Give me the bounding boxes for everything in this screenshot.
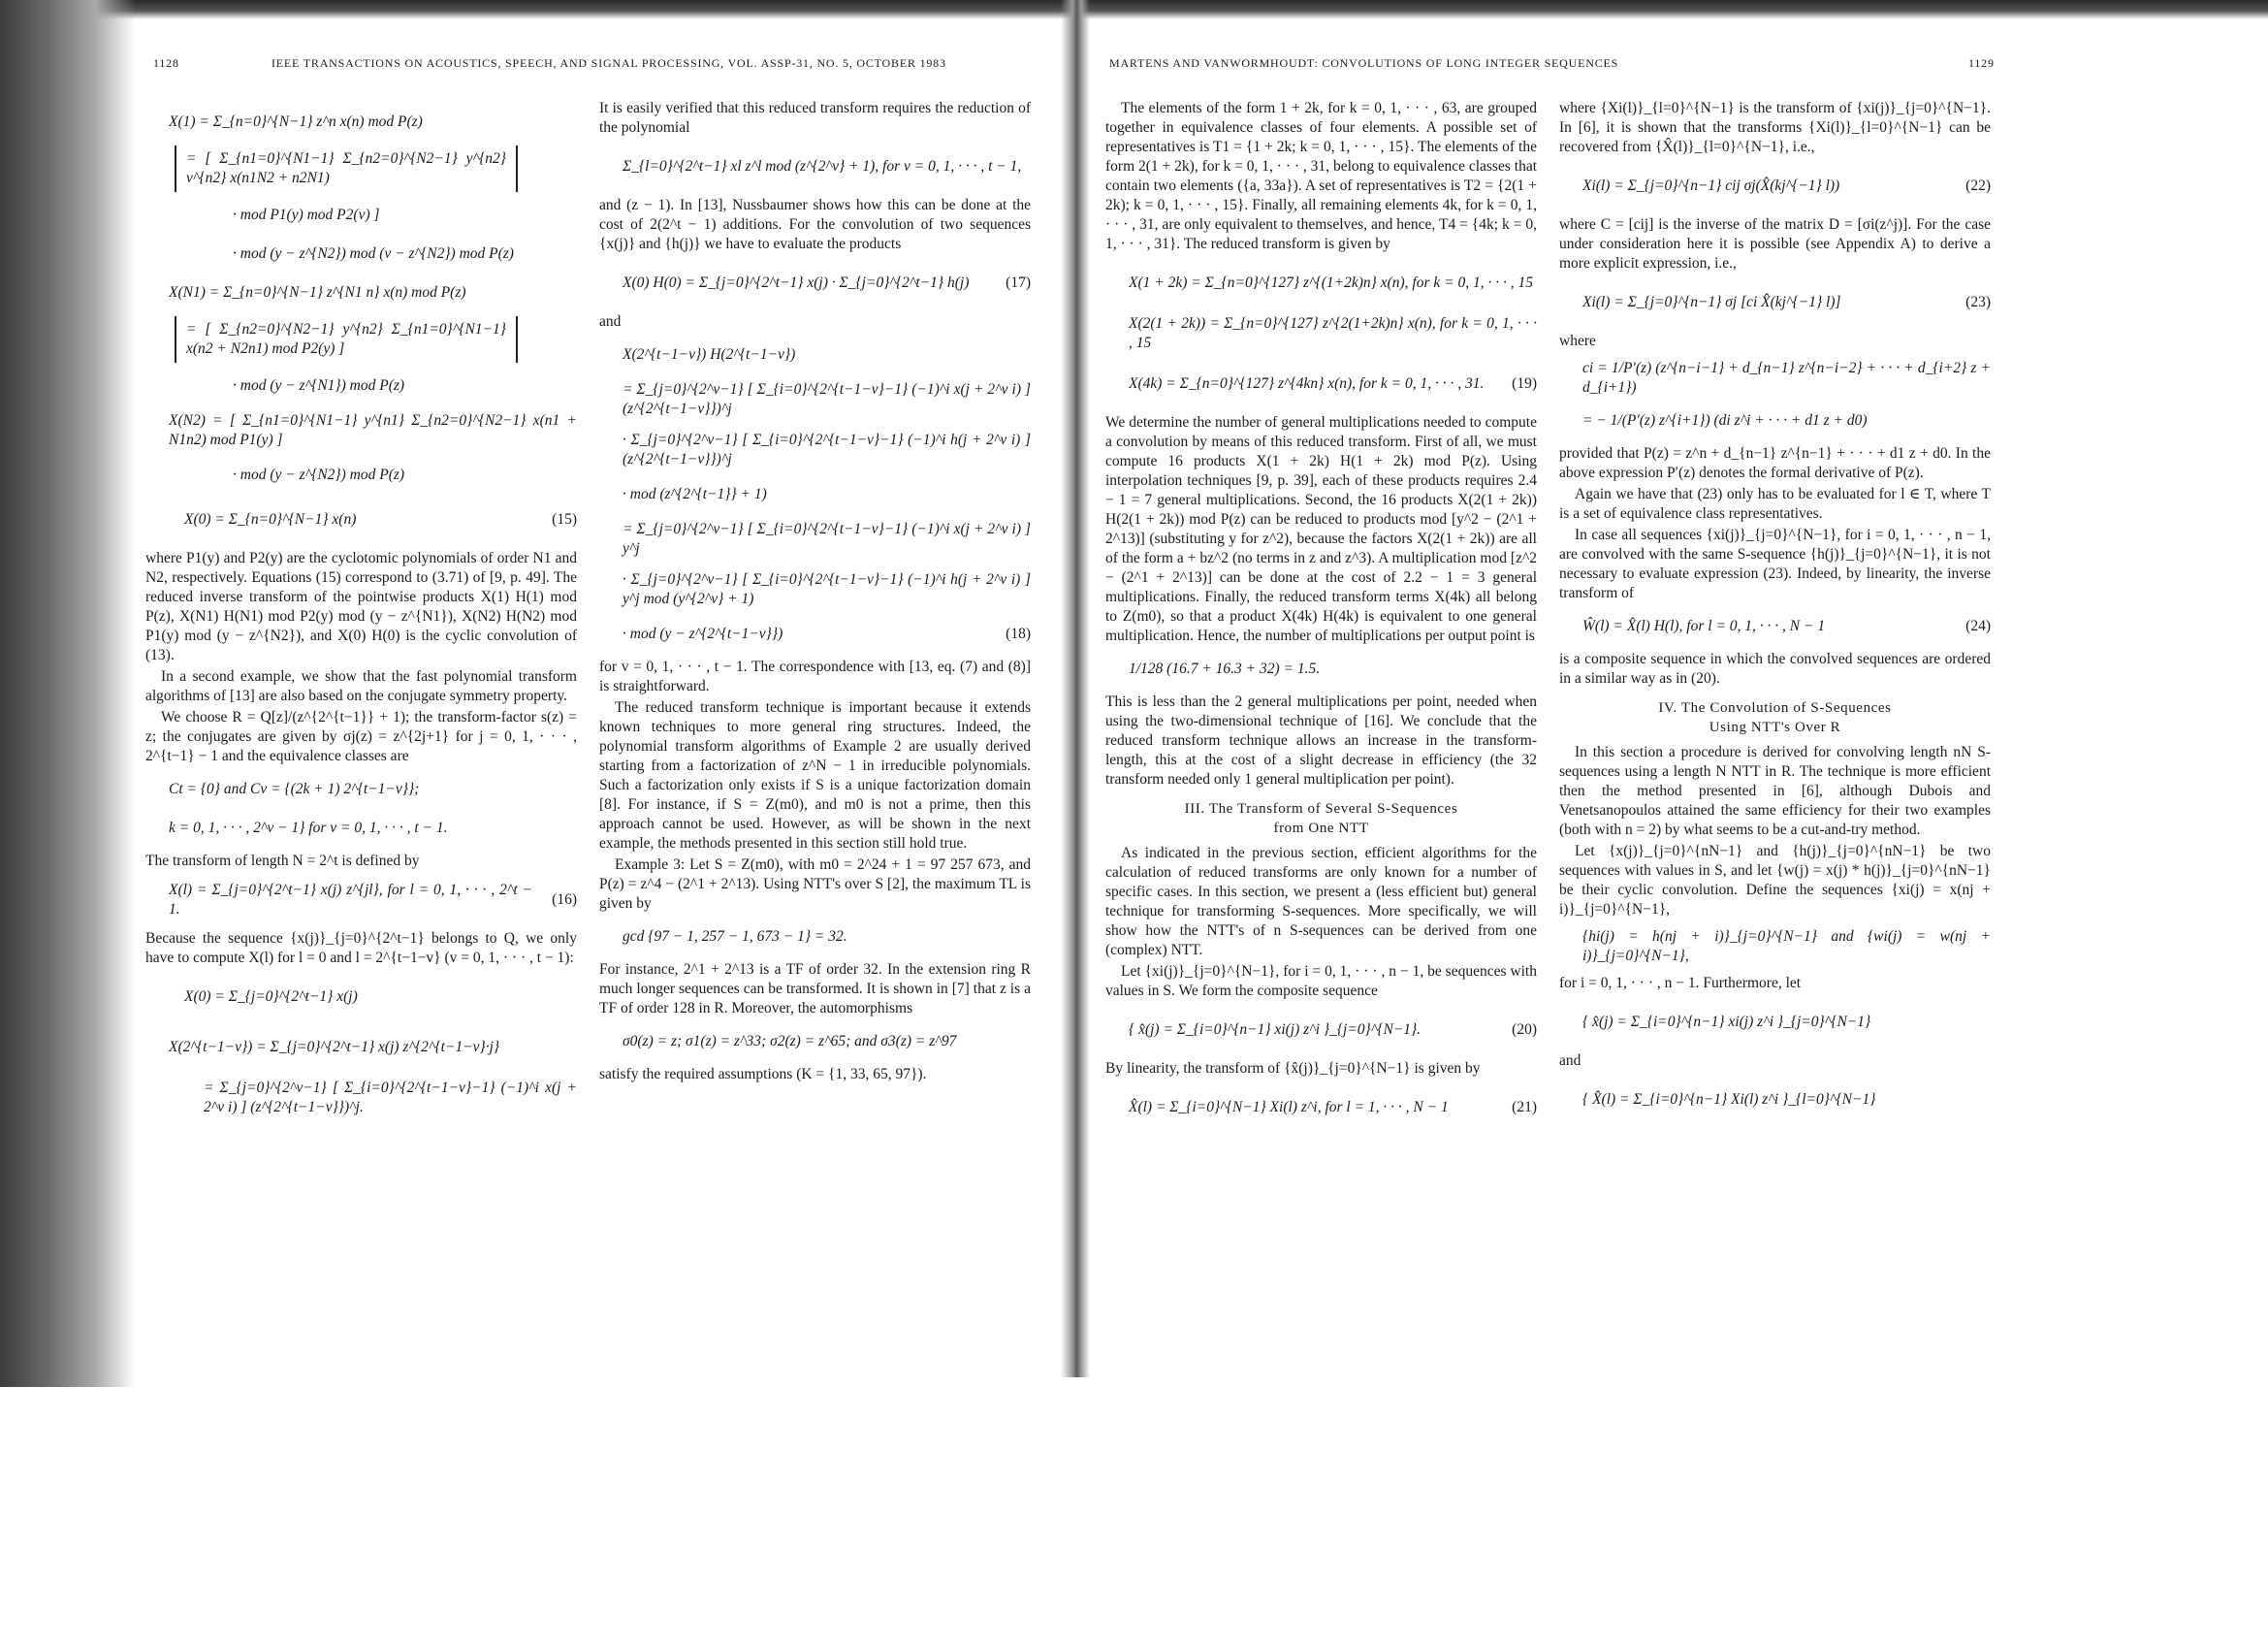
equation: · Σ_{j=0}^{2^v−1} [ Σ_{i=0}^{2^{t−1−v}−1} (−1)^i h(j + 2^v i) ] y^j mod (y^{2^v} + 1)	[623, 571, 1031, 607]
equation: X(2^{t−1−v}) H(2^{t−1−v})	[623, 346, 796, 363]
paragraph: where {Xi(l)}_{l=0}^{N−1} is the transform of {xi(j)}_{j=0}^{N−1}. In [6], it is shown that the transforms {Xi(l)}_{l=0}^{N−1} can be recovered from {X̂(l)}_{l=0}^{N−1}, i.e.,	[1559, 100, 1991, 155]
paragraph: is a composite sequence in which the convolved sequences are ordered in a similar way as in (20).	[1559, 651, 1991, 687]
equation-18: · mod (y − z^{2^{t−1−v}}) (18)	[623, 626, 1031, 642]
equation: = − 1/(P′(z) z^{i+1}) (di z^i + · · · + d1 z + d0)	[1582, 412, 1868, 429]
paragraph: For instance, 2^1 + 2^13 is a TF of order 32. In the extension ring R much longer sequences can be transformed. It is shown in [7] that z is a TF of order 128 in R. Moreover, the automorphisms	[599, 961, 1031, 1016]
right-column-1	[1105, 99, 1537, 1137]
equation: k = 0, 1, · · · , 2^v − 1} for v = 0, 1, · · · , t − 1.	[169, 820, 448, 836]
book-gutter	[1061, 0, 1090, 1377]
paragraph: In a second example, we show that the fast polynomial transform algorithms of [13] are also based on the conjugate symmetry property.	[145, 668, 577, 704]
equation: Σ_{l=0}^{2^t−1} xl z^l mod (z^{2^v} + 1), for v = 0, 1, · · · , t − 1,	[623, 158, 1022, 175]
paragraph: As indicated in the previous section, efficient algorithms for the calculation of reduced transforms are only known for a number of specific cases. In this section, we present a (less efficient but) general technique for transforming S-sequences. More specifically, we will show how the NTT's of n S-sequences can be derived from one (complex) NTT.	[1105, 845, 1537, 958]
paragraph: and	[599, 313, 622, 330]
equation: X(1) = Σ_{n=0}^{N−1} z^n x(n) mod P(z)	[169, 113, 423, 130]
equation: X(2(1 + 2k)) = Σ_{n=0}^{127} z^{2(1+2k)n} x(n), for k = 0, 1, · · · , 15	[1129, 315, 1537, 351]
equation: · mod P1(y) mod P2(v) ]	[233, 207, 380, 223]
paragraph: Again we have that (23) only has to be evaluated for l ∈ T, where T is a set of equivalence class representatives.	[1559, 486, 1991, 522]
right-running-title: MARTENS AND VANWORMHOUDT: CONVOLUTIONS OF LONG INTEGER SEQUENCES	[1109, 56, 1619, 70]
equation: · mod (y − z^{N2}) mod (v − z^{N2}) mod P(z)	[233, 245, 514, 262]
left-page	[145, 56, 1057, 1337]
left-running-title: IEEE TRANSACTIONS ON ACOUSTICS, SPEECH, AND SIGNAL PROCESSING, VOL. ASSP-31, NO. 5, OCTOBER 1983	[272, 56, 946, 70]
paragraph: In this section a procedure is derived for convolving length nN S-sequences using a length N NTT in R. The technique is more efficient then the method presented in [6], although Dubois and Venetsanopoulos attained the same efficiency for their two examples (both with n = 2) by what seems to be a cut-and-try method.	[1559, 744, 1991, 838]
section-heading-3: III. The Transform of Several S-Sequences from One NTT	[1184, 801, 1458, 836]
equation-15: X(0) = Σ_{n=0}^{N−1} x(n) (15)	[184, 511, 577, 528]
paragraph: We choose R = Q[z]/(z^{2^{t−1}} + 1); the transform-factor s(z) = z; the conjugates are given by σj(z) = z^{2j+1} for j = 0, 1, · · · , 2^{t−1} − 1 and the equivalence classes are	[145, 709, 577, 764]
paragraph: for v = 0, 1, · · · , t − 1. The correspondence with [13, eq. (7) and (8)] is straightforward.	[599, 659, 1031, 694]
paragraph: where C = [cij] is the inverse of the matrix D = [σi(z^j)]. For the case under consideration here it is possible (see Appendix A) to derive a more explicit expression, i.e.,	[1559, 216, 1991, 272]
equation-20: { x̂(j) = Σ_{i=0}^{n−1} xi(j) z^i }_{j=0}^{N−1}. (20)	[1129, 1021, 1537, 1038]
right-page	[1105, 56, 2017, 1337]
binding-shadow-left	[0, 0, 136, 1387]
equation: X(2^{t−1−v}) = Σ_{j=0}^{2^t−1} x(j) z^{2^{t−1−v}·j}	[169, 1039, 500, 1055]
equation: X(N2) = [ Σ_{n1=0}^{N1−1} y^{n1} Σ_{n2=0}^{N2−1} x(n1 + N1n2) mod P1(y) ]	[169, 412, 577, 448]
equation-19: X(4k) = Σ_{n=0}^{127} z^{4kn} x(n), for k = 0, 1, · · · , 31. (19)	[1129, 375, 1537, 392]
equation: { X̂(l) = Σ_{i=0}^{n−1} Xi(l) z^i }_{l=0}^{N−1}	[1582, 1091, 1876, 1108]
equation: = [ Σ_{n1=0}^{N1−1} Σ_{n2=0}^{N2−1} y^{n2} v^{n2} x(n1N2 + n2N1)	[145, 145, 577, 192]
equation: · mod (y − z^{N2}) mod P(z)	[233, 467, 405, 483]
paragraph: and	[1559, 1052, 1581, 1069]
paragraph: Let {x(j)}_{j=0}^{nN−1} and {h(j)}_{j=0}^{nN−1} be two sequences with values in S, and let {w(j) = x(j) * h(j)}_{j=0}^{nN−1} be their cyclic convolution. Define the sequences {xi(j) = x(nj + i)}_{j=0}^{N−1},	[1559, 843, 1991, 918]
equation: {hi(j) = h(nj + i)}_{j=0}^{N−1} and {wi(j) = w(nj + i)}_{j=0}^{N−1},	[1582, 928, 1991, 964]
paragraph: Because the sequence {x(j)}_{j=0}^{2^t−1} belongs to Q, we only have to compute X(l) for l = 0 and l = 2^{t−1−v} (v = 0, 1, · · · , t − 1):	[145, 930, 577, 966]
paragraph: In case all sequences {xi(j)}_{j=0}^{N−1}, for i = 0, 1, · · · , n − 1, are convolved with the same S-sequence {h(j)}_{j=0}^{N−1}, it is not necessary to evaluate expression (23). Indeed, by linearity, the inverse transform of	[1559, 527, 1991, 601]
paragraph: This is less than the 2 general multiplications per point, needed when using the two-dimensional technique of [16]. We conclude that the reduced transform technique allows an increase in the transform-length, this at the cost of a slight decrease in efficiency (the 32 transform needed only 1 general multiplication per point).	[1105, 693, 1537, 788]
paragraph: We determine the number of general multiplications needed to compute a convolution by means of this reduced transform. First of all, we must compute 16 products X(1 + 2k) H(1 + 2k) mod P(z). Using interpolation techniques [9, p. 39], each of these products requires 2.4 − 1 = 7 general multiplications. Second, the 16 products X(2(1 + 2k)) H(2(1 + 2k)) mod P(z) can be reduced to products mod [y^2 − (2^1 + 2^13)] (substituting y for z^2), because the factors X(2(1 + 2k)) are all of the form a + bz^2 (no terms in z and z^3). A multiplication mod [z^2 − (2^1 + 2^13)] can be done at the cost of 2.2 − 1 = 3 general multiplications. Finally, the reduced transform terms X(4k) all belong to Z(m0), so that a product X(4k) H(4k) is equivalent to one general multiplication. Hence, the number of multiplications per output point is	[1105, 414, 1537, 644]
left-column-1	[145, 99, 577, 1127]
paragraph: satisfy the required assumptions (K = {1, 33, 65, 97}).	[599, 1066, 927, 1082]
right-running-head	[1105, 56, 2017, 74]
equation: X(0) = Σ_{j=0}^{2^t−1} x(j)	[184, 988, 358, 1005]
left-page-number: 1128	[153, 56, 179, 70]
paragraph: and (z − 1). In [13], Nussbaumer shows how this can be done at the cost of 2(2^t − 1) additions. For the convolution of two sequences {x(j)} and {h(j)} we have to evaluate the products	[599, 197, 1031, 252]
equation: = [ Σ_{n2=0}^{N2−1} y^{n2} Σ_{n1=0}^{N1−1} x(n2 + N2n1) mod P2(y) ]	[145, 316, 577, 363]
section-heading-4: IV. The Convolution of S-Sequences Using NTT's Over R	[1658, 700, 1892, 735]
paragraph: provided that P(z) = z^n + d_{n−1} z^{n−1} + · · · + d1 z + d0. In the above expression P′(z) denotes the formal derivative of P(z).	[1559, 445, 1991, 481]
paragraph: It is easily verified that this reduced transform requires the reduction of the polynomial	[599, 100, 1031, 136]
paragraph: By linearity, the transform of {x̂(j)}_{j=0}^{N−1} is given by	[1105, 1060, 1481, 1077]
right-column-2	[1559, 99, 1991, 1129]
left-running-head	[145, 56, 1057, 74]
paragraph: The elements of the form 1 + 2k, for k = 0, 1, · · · , 63, are grouped together in equivalence classes of four elements. A possible set of representatives is T1 = {1 + 2k; k = 0, 1, · · · , 15}. The elements of the form 2(1 + 2k), for k = 0, 1, · · · , 31, belong to equivalence classes that contain two elements ({a, 33a}). A set of representatives is T2 = {2(1 + 2k); k = 0, 1, · · · , 15}. Finally, all remaining elements 4k, for k = 0, 1, · · · , 31, are only equivalent to themselves, and hence, T4 = {4k; k = 0, 1, · · · , 31}. The reduced transform is given by	[1105, 100, 1537, 252]
scan-shadow-top	[0, 0, 2268, 19]
right-page-number: 1129	[1968, 56, 1995, 70]
paragraph: where	[1559, 333, 1596, 349]
paragraph: The reduced transform technique is important because it extends known techniques to more general ring structures. Indeed, the polynomial transform algorithms of Example 2 are usually derived starting from a factorization of z^N − 1 in irreducible polynomials. Such a factorization only exists if S is a unique factorization domain [8]. For instance, if S = Z(m0), and m0 is not a prime, then this approach cannot be used. However, as will be shown in the next example, the methods presented in this section still hold true.	[599, 699, 1031, 852]
equation: σ0(z) = z; σ1(z) = z^33; σ2(z) = z^65; and σ3(z) = z^97	[623, 1033, 957, 1049]
equation: · mod (y − z^{N1}) mod P(z)	[233, 377, 405, 394]
paragraph: Let {xi(j)}_{j=0}^{N−1}, for i = 0, 1, · · · , n − 1, be sequences with values in S. We form the composite sequence	[1105, 963, 1537, 999]
equation: X(N1) = Σ_{n=0}^{N−1} z^{N1 n} x(n) mod P(z)	[169, 284, 466, 301]
left-column-2	[599, 99, 1031, 1086]
equation: gcd {97 − 1, 257 − 1, 673 − 1} = 32.	[623, 928, 847, 945]
equation: · mod (z^{2^{t−1}} + 1)	[623, 486, 767, 502]
equation: = Σ_{j=0}^{2^v−1} [ Σ_{i=0}^{2^{t−1−v}−1} (−1)^i x(j + 2^v i) ] (z^{2^{t−1−v}})^j	[623, 381, 1031, 417]
paragraph: The transform of length N = 2^t is defined by	[145, 853, 420, 869]
equation-16: X(l) = Σ_{j=0}^{2^t−1} x(j) z^{jl}, for l = 0, 1, · · · , 2^t − 1. (16)	[169, 882, 577, 918]
equation: = Σ_{j=0}^{2^v−1} [ Σ_{i=0}^{2^{t−1−v}−1} (−1)^i x(j + 2^v i) ] (z^{2^{t−1−v}})^j.	[204, 1080, 577, 1115]
equation: 1/128 (16.7 + 16.3 + 32) = 1.5.	[1129, 661, 1321, 677]
equation: · Σ_{j=0}^{2^v−1} [ Σ_{i=0}^{2^{t−1−v}−1} (−1)^i h(j + 2^v i) ] (z^{2^{t−1−v}})^j	[623, 432, 1031, 468]
equation: Ct = {0} and Cv = {(2k + 1) 2^{t−1−v}};	[169, 781, 420, 797]
paragraph: for i = 0, 1, · · · , n − 1. Furthermore, let	[1559, 975, 1802, 991]
equation-22: Xi(l) = Σ_{j=0}^{n−1} cij σj(X̂(kj^{−1} l)) (22)	[1582, 177, 1991, 194]
paragraph: Example 3: Let S = Z(m0), with m0 = 2^24 + 1 = 97 257 673, and P(z) = z^4 − (2^1 + 2^13). Using NTT's over S [2], the maximum TL is given by	[599, 856, 1031, 912]
equation-17: X(0) H(0) = Σ_{j=0}^{2^t−1} x(j) · Σ_{j=0}^{2^t−1} h(j) (17)	[623, 274, 1031, 291]
paragraph: where P1(y) and P2(y) are the cyclotomic polynomials of order N1 and N2, respectively. Equations (15) correspond to (3.71) of [9, p. 49]. The reduced inverse transform of the pointwise products X(1) H(1) mod P(z), X(N1) H(N1) mod P2(y) mod (y − z^{N1}), X(N2) H(N2) mod P1(y) mod (y − z^{N2}), and X(0) H(0) is the cyclic convolution of (13).	[145, 550, 577, 663]
equation-24: Ŵ(l) = X̂(l) H(l), for l = 0, 1, · · · , N − 1 (24)	[1582, 618, 1991, 634]
equation: ci = 1/P′(z) (z^{n−i−1} + d_{n−1} z^{n−i−2} + · · · + d_{i+2} z + d_{i+1})	[1582, 360, 1991, 396]
equation: X(1 + 2k) = Σ_{n=0}^{127} z^{(1+2k)n} x(n), for k = 0, 1, · · · , 15	[1129, 274, 1533, 291]
equation: { x̂(j) = Σ_{i=0}^{n−1} xi(j) z^i }_{j=0}^{N−1}	[1582, 1014, 1871, 1030]
equation-23: Xi(l) = Σ_{j=0}^{n−1} σj [ci X̂(kj^{−1} l)] (23)	[1582, 294, 1991, 310]
equation: = Σ_{j=0}^{2^v−1} [ Σ_{i=0}^{2^{t−1−v}−1} (−1)^i x(j + 2^v i) ] y^j	[623, 521, 1031, 557]
equation-21: X̂(l) = Σ_{i=0}^{N−1} Xi(l) z^i, for l = 1, · · · , N − 1 (21)	[1129, 1099, 1537, 1115]
